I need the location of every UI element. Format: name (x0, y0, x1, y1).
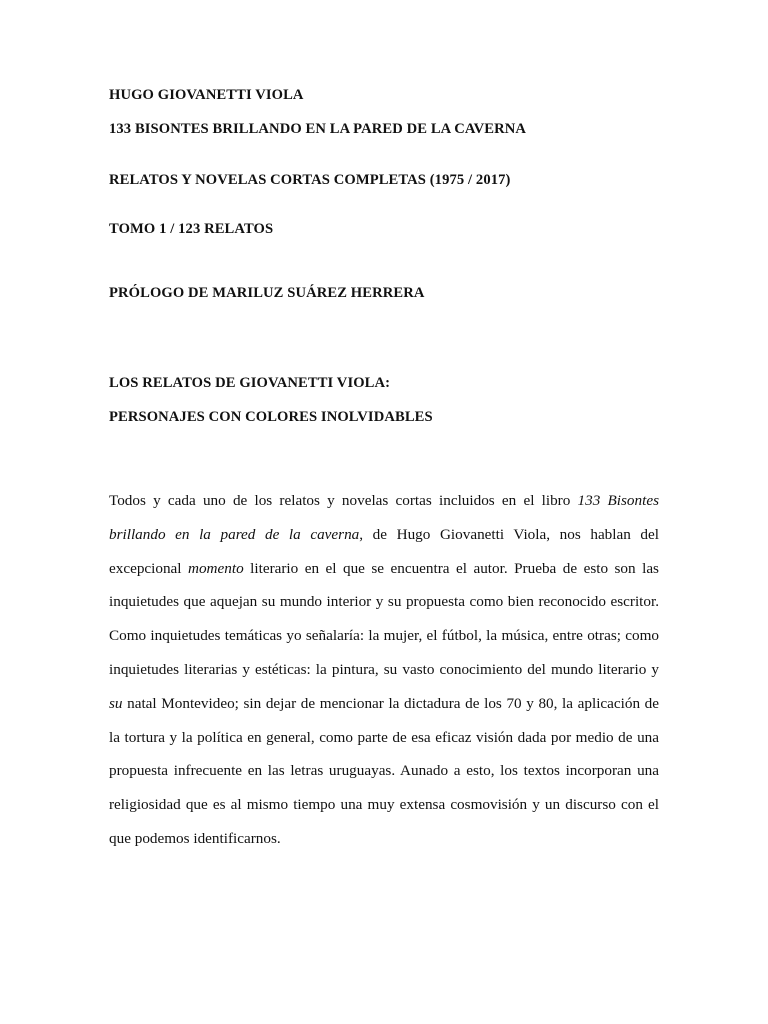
tome-label: TOMO 1 / 123 RELATOS (109, 221, 274, 237)
italic-run: momento (188, 559, 244, 577)
book-title: 133 BISONTES BRILLANDO EN LA PARED DE LA CAVERNA (109, 121, 527, 137)
paragraph-line: Como inquietudes temáticas yo señalaría: la mujer, el fútbol, la música, entre otras; como (109, 627, 659, 645)
book-subtitle: RELATOS Y NOVELAS CORTAS COMPLETAS (1975 / 2017) (109, 172, 511, 188)
text-run: , de Hugo Giovanetti Viola, nos hablan del (359, 525, 659, 543)
paragraph-line: la tortura y la política en general, como parte de esa eficaz visión dada por medio de una (109, 728, 659, 746)
paragraph-line: inquietudes literarias y estéticas: la pintura, su vasto conocimiento del mundo literario y (109, 660, 659, 678)
essay-title-line-2: PERSONAJES CON COLORES INOLVIDABLES (109, 409, 433, 425)
paragraph-line: religiosidad que es al mismo tiempo una muy extensa cosmovisión y un discurso con el (109, 796, 659, 814)
paragraph-line (109, 484, 659, 518)
paragraph-line: inquietudes que aquejan su mundo interior y su propuesta como bien reconocido escritor. (109, 593, 659, 611)
text-run: natal Montevideo; sin dejar de mencionar la dictadura de los 70 y 80, la aplicación de (122, 694, 659, 712)
italic-run: su (109, 694, 123, 712)
essay-title-line-1: LOS RELATOS DE GIOVANETTI VIOLA: (109, 375, 391, 391)
text-run: excepcional (109, 559, 188, 577)
text-run: literario en el que se encuentra el autor. Prueba de esto son las (243, 559, 659, 577)
paragraph-line (109, 518, 659, 552)
author-name: HUGO GIOVANETTI VIOLA (109, 87, 304, 103)
body-paragraph (109, 484, 659, 856)
italic-run: brillando en la pared de la caverna (109, 525, 360, 543)
paragraph-line (109, 552, 659, 586)
paragraph-line: que podemos identificarnos. (109, 829, 281, 847)
paragraph-line (109, 687, 659, 721)
text-run: Todos y cada uno de los relatos y novelas cortas incluidos en el libro (109, 492, 578, 509)
italic-run: 133 Bisontes (577, 492, 659, 509)
prologue-credit: PRÓLOGO DE MARILUZ SUÁREZ HERRERA (109, 285, 425, 301)
paragraph-line: propuesta infrecuente en las letras uruguayas. Aunado a esto, los textos incorporan una (109, 762, 659, 780)
